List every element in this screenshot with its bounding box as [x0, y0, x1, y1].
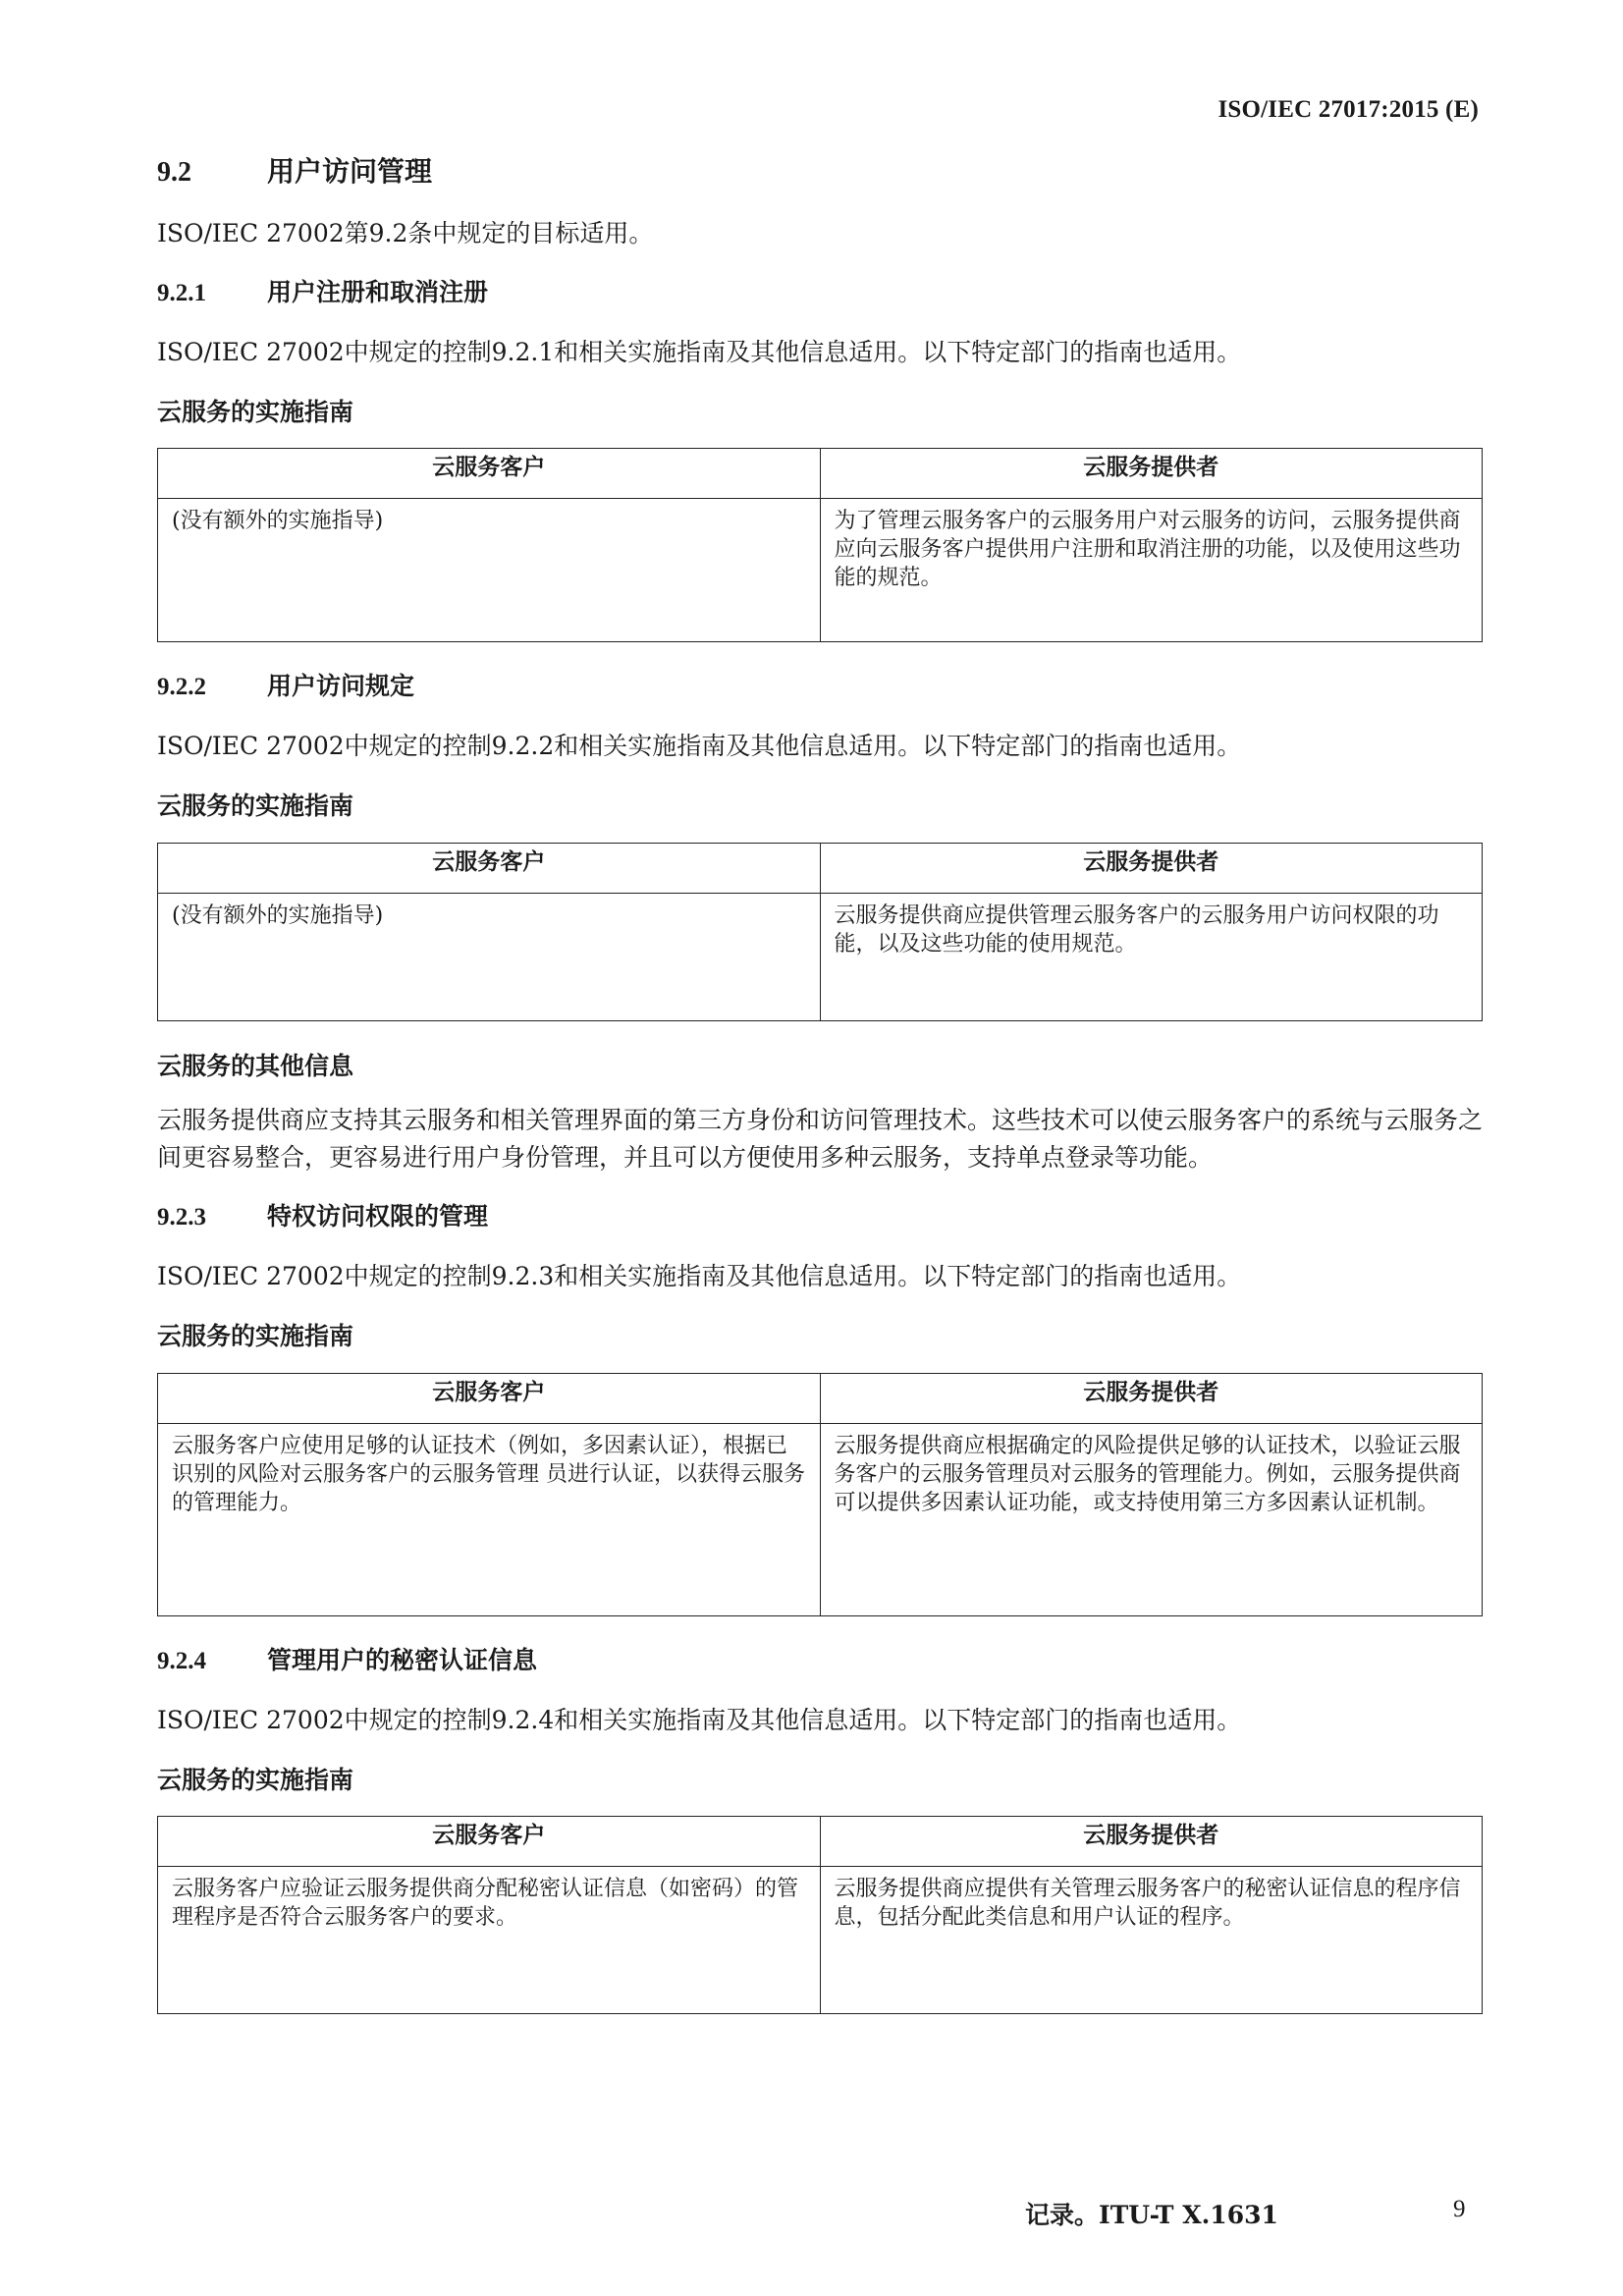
guide-heading: 云服务的实施指南	[157, 1322, 354, 1351]
customer-guidance-cell: 云服务客户应验证云服务提供商分配秘密认证信息（如密码）的管理程序是否符合云服务客户的要求。	[158, 1867, 821, 2014]
subsection-number: 9.2.4	[157, 1647, 206, 1674]
subsection-title: 管理用户的秘密认证信息	[267, 1645, 538, 1674]
column-header-customer: 云服务客户	[158, 449, 821, 499]
guidance-table-9-2-3	[157, 1373, 1483, 1616]
subsection-intro: ISO/IEC 27002中规定的控制9.2.4和相关实施指南及其他信息适用。以下特定部门的指南也适用。	[157, 1705, 1242, 1734]
customer-guidance-cell: (没有额外的实施指导)	[158, 499, 821, 642]
provider-guidance-cell: 云服务提供商应根据确定的风险提供足够的认证技术，以验证云服务客户的云服务管理员对云服务的管理能力。例如，云服务提供商可以提供多因素认证功能，或支持使用第三方多因素认证机制。	[820, 1423, 1483, 1615]
subsection-number: 9.2.3	[157, 1204, 206, 1231]
section-heading	[157, 155, 1483, 190]
column-header-provider: 云服务提供者	[820, 1373, 1483, 1423]
subsection-heading-9-2-3	[157, 1202, 1483, 1232]
guidance-table-9-2-2	[157, 843, 1483, 1021]
subsection-heading-9-2-4	[157, 1646, 1483, 1676]
guide-heading: 云服务的实施指南	[157, 1765, 354, 1794]
subsection-title: 特权访问权限的管理	[267, 1202, 489, 1231]
provider-guidance-cell: 为了管理云服务客户的云服务用户对云服务的访问，云服务提供商应向云服务客户提供用户注册和取消注册的功能，以及使用这些功能的规范。	[820, 499, 1483, 642]
provider-guidance-cell: 云服务提供商应提供有关管理云服务客户的秘密认证信息的程序信息，包括分配此类信息和用户认证的程序。	[820, 1867, 1483, 2014]
subsection-title: 用户注册和取消注册	[267, 277, 489, 306]
subsection-heading-9-2-2	[157, 672, 1483, 702]
subsection-title: 用户访问规定	[267, 672, 415, 701]
section-title: 用户访问管理	[267, 155, 433, 188]
customer-guidance-cell: (没有额外的实施指导)	[158, 893, 821, 1020]
page-number: 9	[1453, 2196, 1466, 2222]
customer-guidance-cell: 云服务客户应使用足够的认证技术（例如，多因素认证），根据已识别的风险对云服务客户的云服务管理 员进行认证，以获得云服务的管理能力。	[158, 1423, 821, 1615]
footer-label: 记录。ITU-T X.1631	[1025, 2201, 1278, 2229]
guidance-table-9-2-4	[157, 1816, 1483, 2014]
column-header-customer: 云服务客户	[158, 1817, 821, 1867]
provider-guidance-cell: 云服务提供商应提供管理云服务客户的云服务用户访问权限的功能，以及这些功能的使用规范。	[820, 893, 1483, 1020]
section-intro: ISO/IEC 27002第9.2条中规定的目标适用。	[157, 218, 654, 247]
column-header-provider: 云服务提供者	[820, 843, 1483, 893]
subsection-heading-9-2-1	[157, 278, 1483, 308]
column-header-provider: 云服务提供者	[820, 1817, 1483, 1867]
subsection-number: 9.2.1	[157, 279, 206, 306]
subsection-intro: ISO/IEC 27002中规定的控制9.2.2和相关实施指南及其他信息适用。以下特定部门的指南也适用。	[157, 732, 1242, 761]
other-info-heading: 云服务的其他信息	[157, 1051, 354, 1080]
column-header-customer: 云服务客户	[158, 1373, 821, 1423]
section-number: 9.2	[157, 157, 191, 188]
page-content	[157, 147, 1483, 2044]
column-header-customer: 云服务客户	[158, 843, 821, 893]
subsection-number: 9.2.2	[157, 674, 206, 701]
subsection-intro: ISO/IEC 27002中规定的控制9.2.1和相关实施指南及其他信息适用。以下特定部门的指南也适用。	[157, 337, 1242, 366]
column-header-provider: 云服务提供者	[820, 449, 1483, 499]
guide-heading: 云服务的实施指南	[157, 397, 354, 426]
other-info-text: 云服务提供商应支持其云服务和相关管理界面的第三方身份和访问管理技术。这些技术可以使云服务客户的系统与云服务之间更容易整合，更容易进行用户身份管理，并且可以方便使用多种云服务，支持单点登录等功能。	[157, 1106, 1484, 1173]
guidance-table-9-2-1	[157, 448, 1483, 642]
document-reference: ISO/IEC 27017:2015 (E)	[1217, 96, 1479, 123]
subsection-intro: ISO/IEC 27002中规定的控制9.2.3和相关实施指南及其他信息适用。以下特定部门的指南也适用。	[157, 1262, 1242, 1291]
guide-heading: 云服务的实施指南	[157, 792, 354, 821]
